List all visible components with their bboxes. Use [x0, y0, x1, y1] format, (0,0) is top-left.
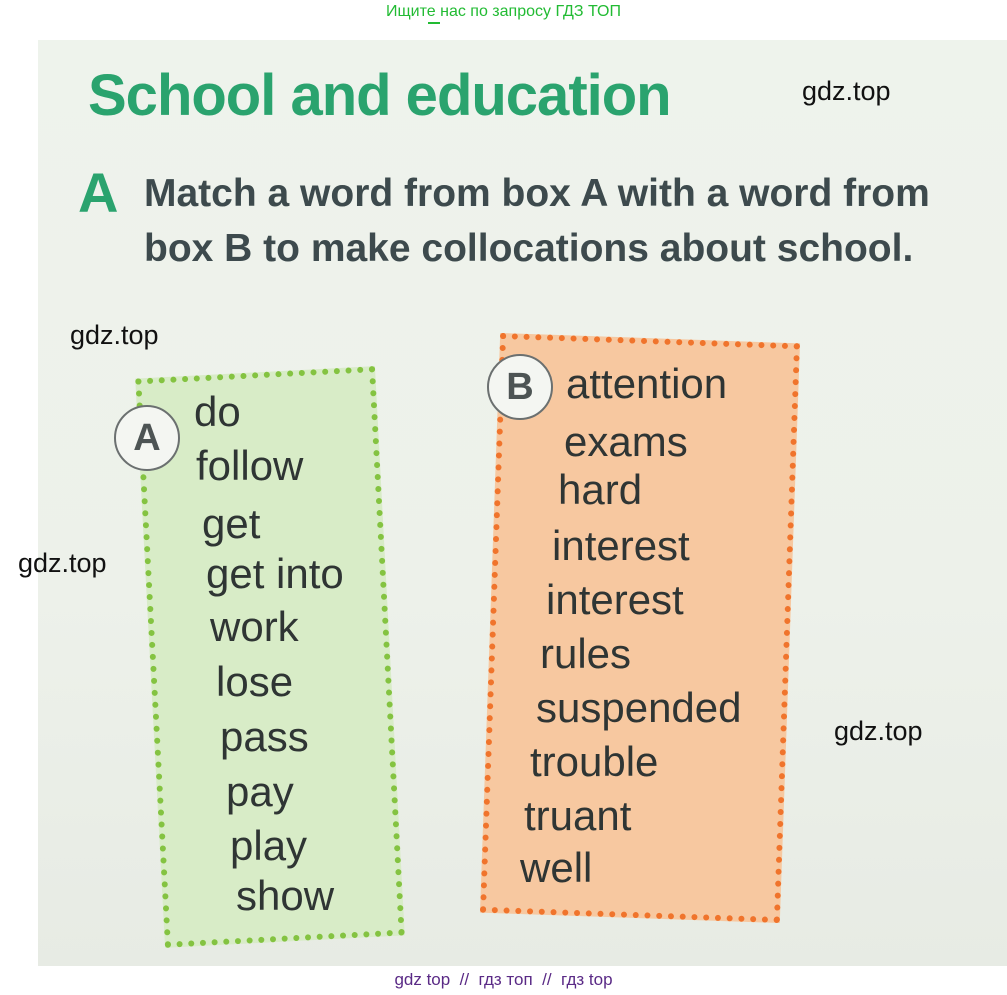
- exercise-instruction: Match a word from box A with a word from box B to make collocations about school.: [144, 172, 930, 270]
- watermark: gdz.top: [834, 716, 923, 746]
- box-b-word: truant: [524, 792, 632, 839]
- watermark: gdz.top: [802, 76, 891, 106]
- box-b-word: rules: [540, 630, 632, 677]
- page-title: School and education: [88, 63, 671, 128]
- box-a-word: do: [194, 388, 241, 435]
- box-b-word: hard: [558, 466, 643, 513]
- box-a-word: get into: [206, 550, 344, 597]
- box-b-word: interest: [546, 576, 684, 623]
- box-a-word: lose: [216, 658, 294, 705]
- box-b-word: exams: [564, 418, 688, 465]
- box-b-label: B: [487, 354, 553, 420]
- box-a-label: A: [114, 405, 180, 471]
- box-a-word: pay: [226, 768, 294, 815]
- box-a-word: work: [210, 603, 299, 650]
- footer-bar: [0, 966, 1007, 995]
- box-b-word: trouble: [530, 738, 659, 785]
- banner-text: Ищите нас по запросу ГДЗ ТОП: [386, 3, 621, 20]
- top-banner: [0, 0, 1007, 30]
- box-a-word: play: [230, 822, 308, 869]
- box-b-word: attention: [566, 360, 728, 407]
- exercise-letter: A: [78, 161, 119, 224]
- box-a-word: get: [202, 500, 261, 547]
- banner-underline: [428, 22, 440, 24]
- watermark: gdz.top: [18, 548, 107, 578]
- box-a-word: pass: [220, 713, 309, 760]
- box-a-word: show: [236, 872, 335, 919]
- watermark: gdz.top: [70, 320, 159, 350]
- box-a-word: follow: [196, 442, 304, 489]
- box-b-word: well: [520, 844, 593, 891]
- footer-text: gdz top // гдз топ // гдз top: [394, 970, 613, 989]
- box-b-word: suspended: [536, 684, 742, 731]
- box-b-word: interest: [552, 522, 690, 569]
